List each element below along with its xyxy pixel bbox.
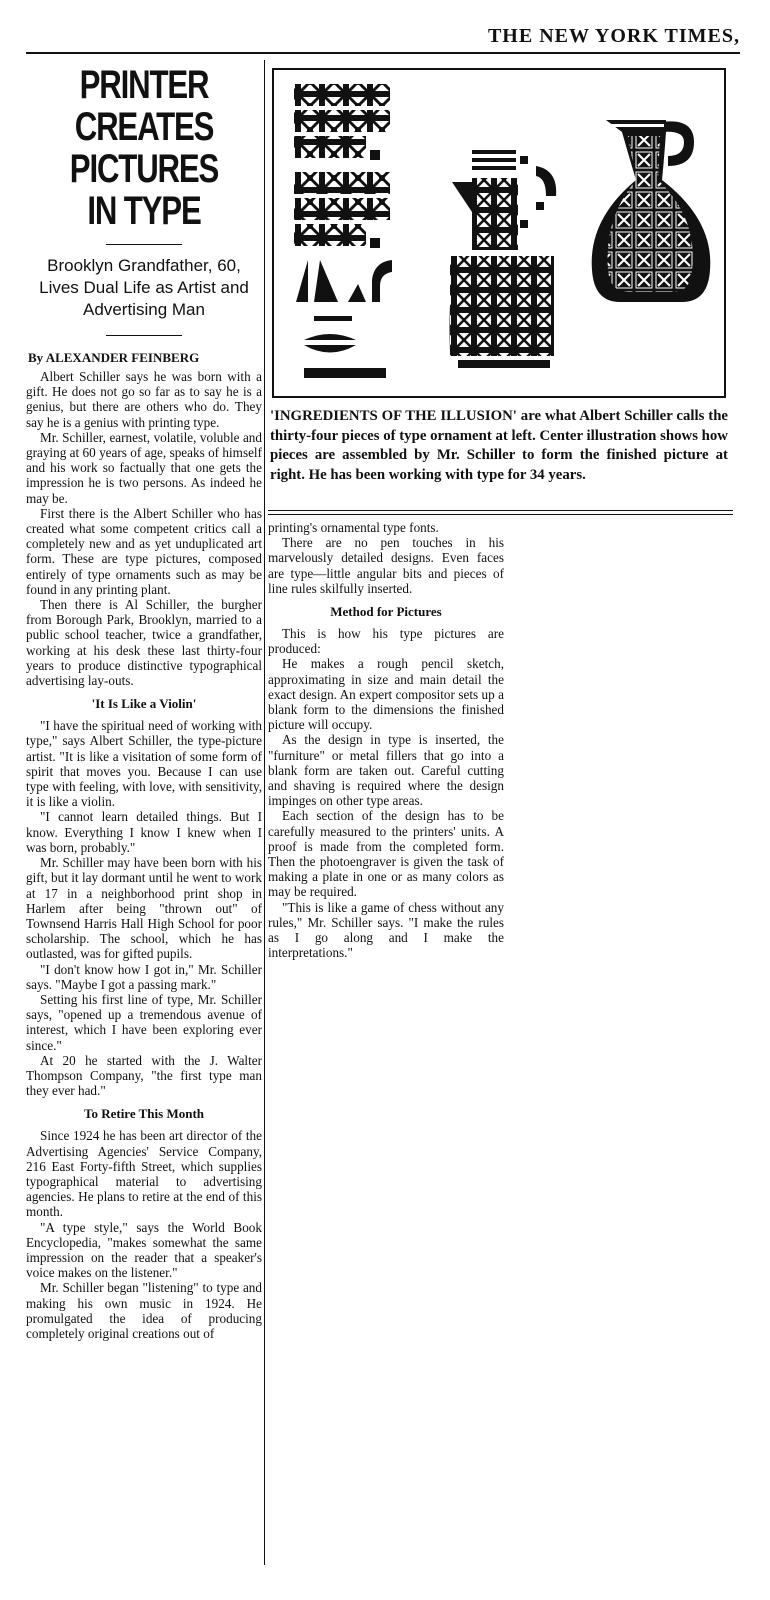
paragraph: Mr. Schiller began "listening" to type and making his own music in 1924. He promulgated the idea of producing completely original creations out of bbox=[26, 1280, 262, 1341]
paragraph: "I cannot learn detailed things. But I know. Everything I know I knew when I was born, probably." bbox=[26, 809, 262, 855]
paragraph: Then there is Al Schiller, the burgher from Borough Park, Brooklyn, married to a public school teacher, twice a grandfather, working at his desk these last thirty-four years to produce distinctive typographical advertising lay-outs. bbox=[26, 597, 262, 689]
headline-rule bbox=[106, 244, 182, 245]
paragraph: Since 1924 he has been art director of the Advertising Agencies' Service Company, 216 East Forty-fifth Street, which supplies typographical material to advertising agencies. He plans to retire at the end of this month. bbox=[26, 1128, 262, 1220]
loose-pieces bbox=[294, 84, 392, 378]
paragraph: "A type style," says the World Book Encyclopedia, "makes somewhat the same impression on the reader that a speaker's voice makes on the listener." bbox=[26, 1219, 262, 1281]
paragraph: "I have the spiritual need of working with type," says Albert Schiller, the type-picture artist. "It is like a visitation of some form of spirit that moves you. Because I can use type with feeling, with love, with sensitivity, it is like a violin. bbox=[26, 718, 262, 810]
article-column-2 bbox=[268, 520, 504, 960]
masthead: THE NEW YORK TIMES, bbox=[26, 22, 740, 54]
paragraph: First there is the Albert Schiller who has created what some competent critics call a completely new and as yet unduplicated art form. These are type pictures, composed entirely of type ornaments such as may be found in any printing plant. bbox=[26, 505, 262, 597]
type-ornament-illustration bbox=[272, 68, 726, 398]
assembled-vase bbox=[450, 150, 557, 368]
illustration-svg bbox=[274, 70, 724, 396]
article-column-1 bbox=[26, 60, 262, 1341]
paragraph: Albert Schiller says he was born with a gift. He does not go so far as to say he is a genius, but there are others who do. They say he is a genius with printing type. bbox=[26, 369, 262, 430]
paragraph: Mr. Schiller, earnest, volatile, voluble and graying at 60 years of age, speaks of himself and his work so factually that one gets the impression he is two persons. As indeed he may be. bbox=[26, 429, 262, 506]
subhead-violin: 'It Is Like a Violin' bbox=[91, 696, 197, 712]
headline: PRINTER CREATES PICTURES IN TYPE bbox=[69, 63, 219, 233]
column-rule bbox=[264, 60, 265, 1565]
paragraph: This is how his type pictures are produced: bbox=[268, 626, 504, 657]
paragraph: As the design in type is inserted, the "furniture" or metal fillers that go into a blank form are taken out. Careful cutting and shaving is required where the design impinges on other type areas. bbox=[268, 732, 504, 809]
paragraph: "This is like a game of chess without any rules," Mr. Schiller says. "I make the rules as I go along and I make the interpretations." bbox=[268, 899, 504, 961]
paragraph: printing's ornamental type fonts. bbox=[268, 520, 439, 535]
paragraph: "I don't know how I got in," Mr. Schiller says. "Maybe I got a passing mark." bbox=[26, 961, 262, 992]
paragraph: Mr. Schiller may have been born with his gift, but it lay dormant until he went to work at 17 in a neighborhood print shop in Harlem after being "thrown out" of Townsend Harris Hall High School for poor scholarship. The school, which he has outlasted, was for gifted pupils. bbox=[26, 855, 262, 962]
paragraph: At 20 he started with the J. Walter Thompson Company, "the first type man they ever had." bbox=[26, 1052, 262, 1099]
deck: Brooklyn Grandfather, 60, Lives Dual Life as Artist and Advertising Man bbox=[39, 256, 249, 319]
deck-rule bbox=[106, 335, 182, 336]
byline: By ALEXANDER FEINBERG bbox=[28, 350, 200, 365]
subhead-method: Method for Pictures bbox=[330, 604, 442, 620]
caption-rule bbox=[268, 510, 733, 515]
figure-caption: 'INGREDIENTS OF THE ILLUSION' are what Albert Schiller calls the thirty-four pieces of type ornament at left. Center illustration shows how pieces are assembled by Mr. Schiller to form the finished picture at right. He has been working with type for 34 years. bbox=[270, 408, 728, 483]
finished-vase bbox=[592, 120, 711, 302]
paragraph: He makes a rough pencil sketch, approximating in size and main detail the exact design. An expert compositor sets up a blank form to the dimensions the finished picture will occupy. bbox=[268, 656, 504, 733]
paragraph: Setting his first line of type, Mr. Schiller says, "opened up a tremendous avenue of interest, which I have been exploring ever since." bbox=[26, 991, 262, 1053]
paragraph: Each section of the design has to be carefully measured to the printers' units. A proof is made from the completed form. Then the photoengraver is given the task of making a plate in one or as many colors as may be required. bbox=[268, 808, 504, 900]
paragraph: There are no pen touches in his marvelously detailed designs. Even faces are type—little angular bits and pieces of line rules skilfully inserted. bbox=[268, 535, 504, 596]
subhead-retire: To Retire This Month bbox=[83, 1106, 205, 1122]
